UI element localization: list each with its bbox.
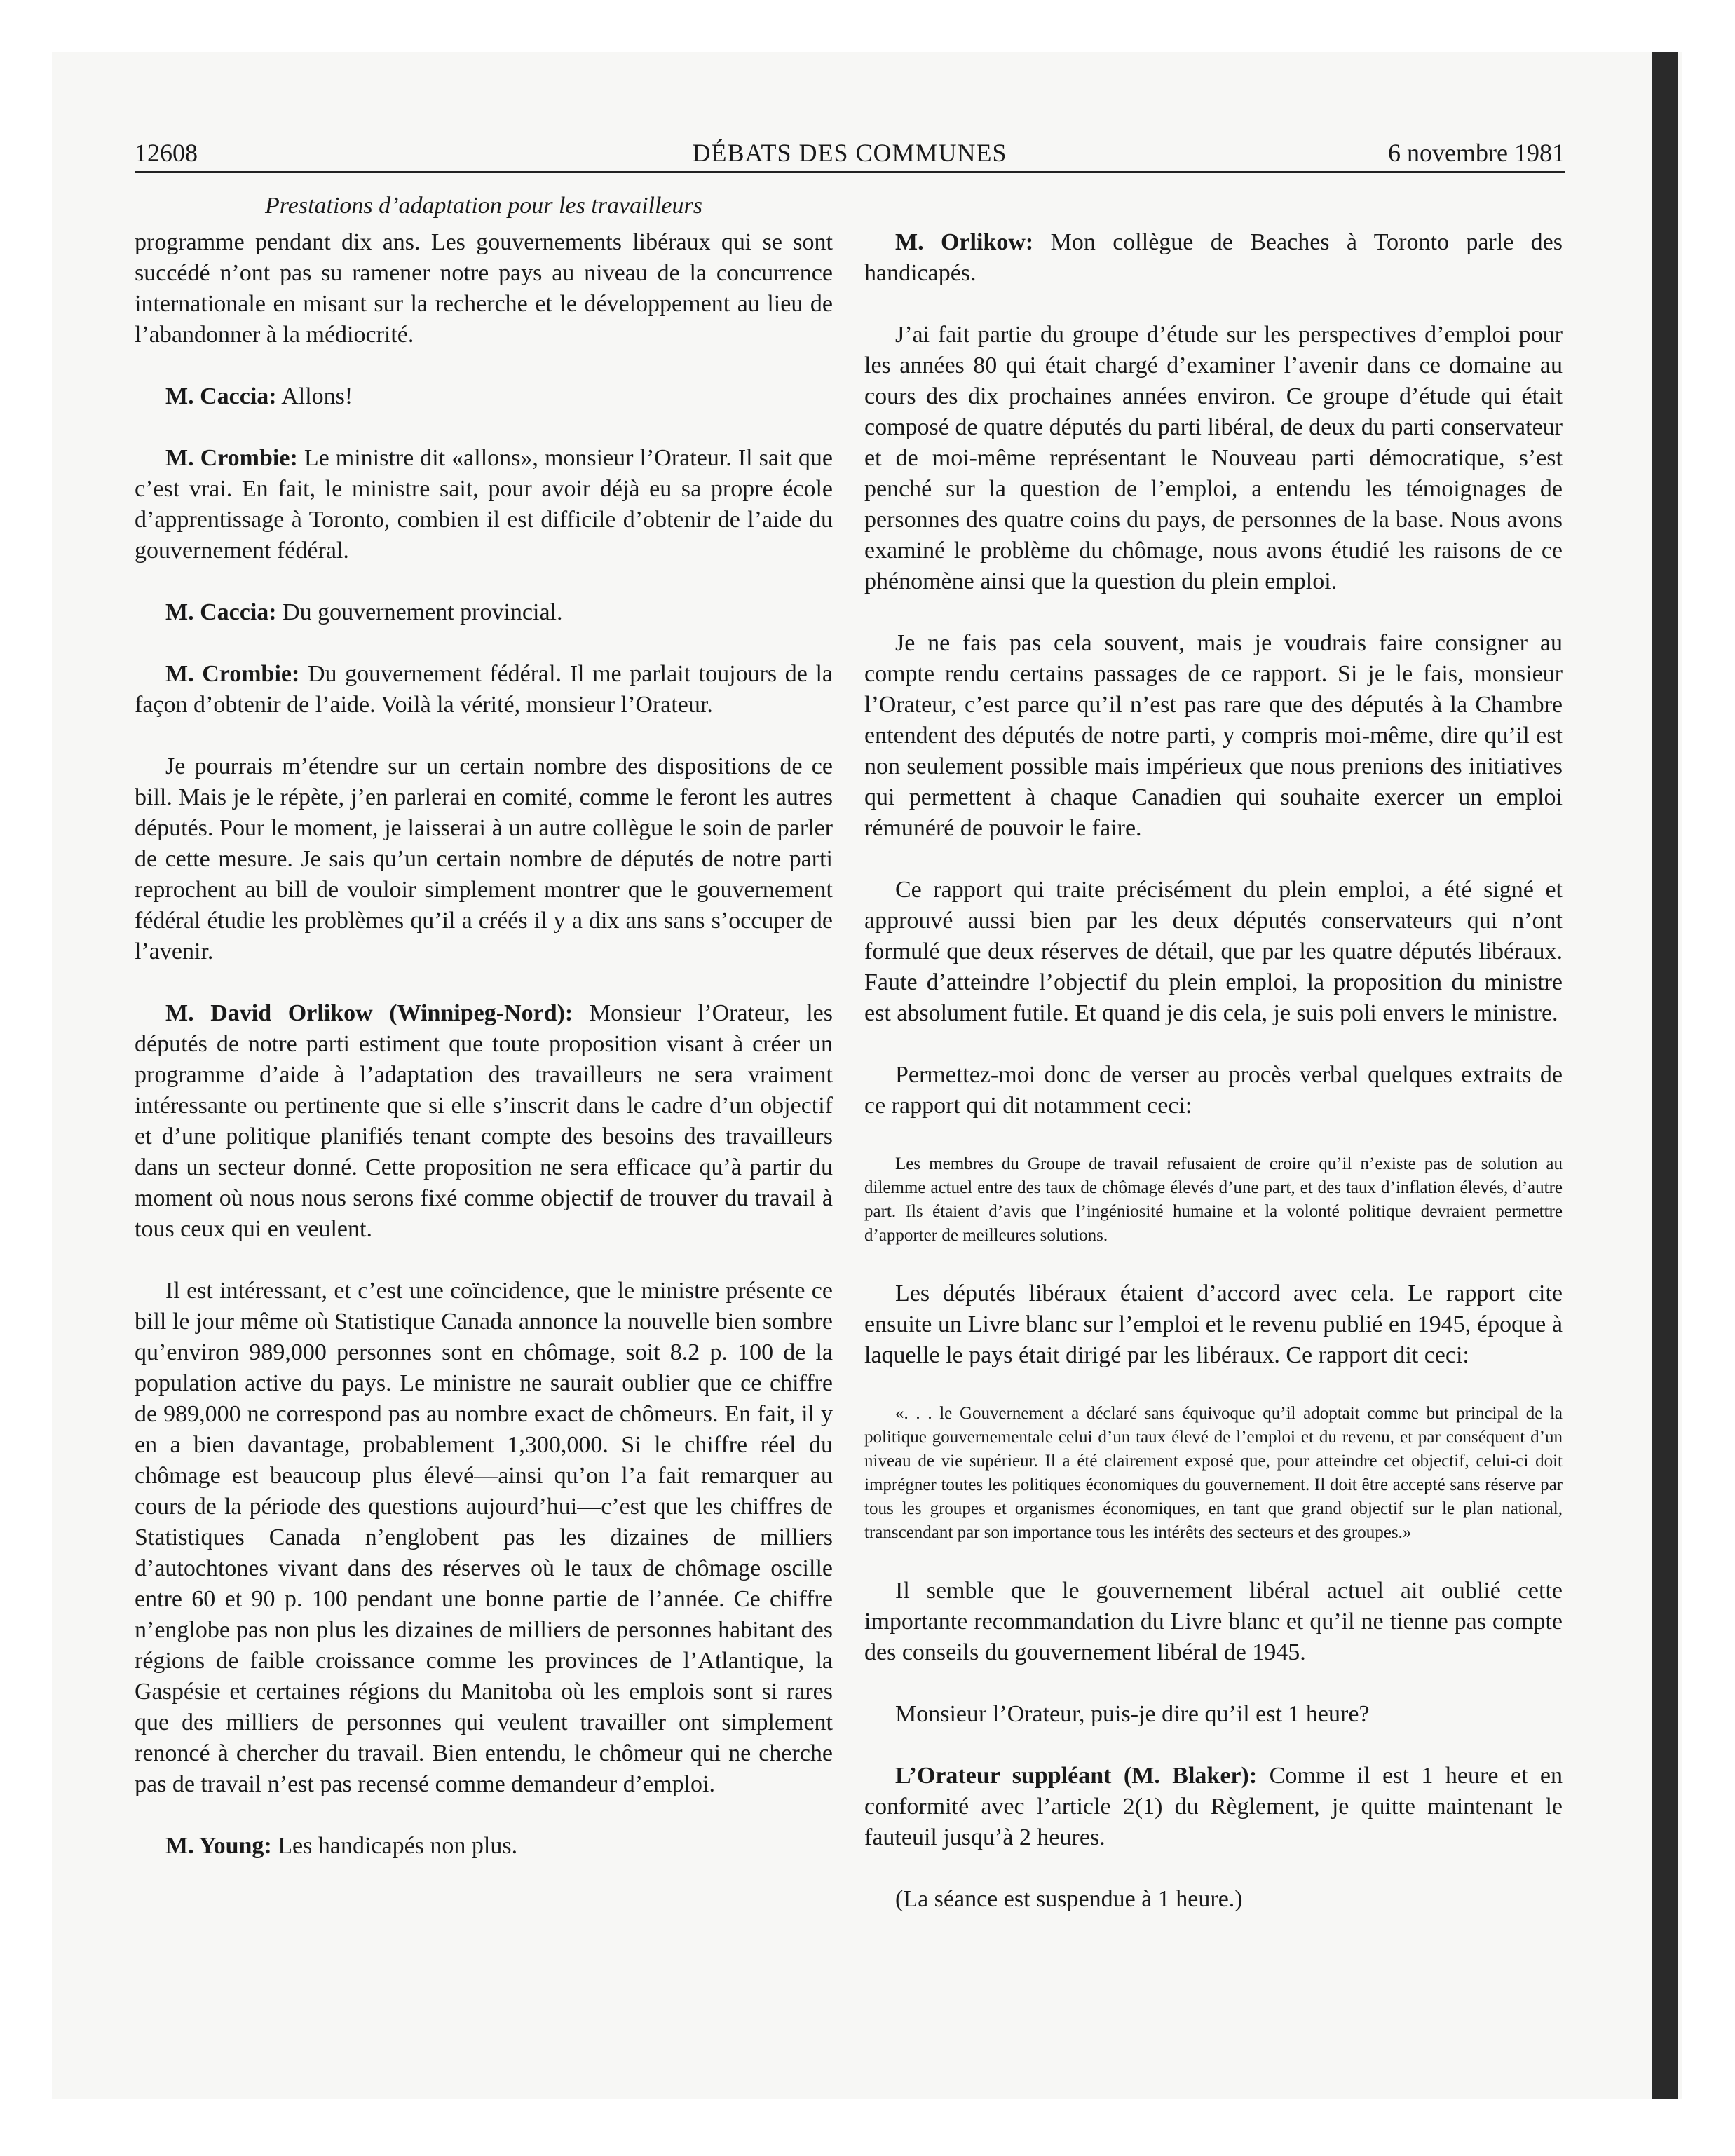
speech-paragraph xyxy=(135,1831,833,1862)
speech-paragraph xyxy=(135,381,833,412)
publication-title: DÉBATS DES COMMUNES xyxy=(692,139,1007,167)
speaker-name: M. Crombie: xyxy=(165,661,300,687)
speech-paragraph xyxy=(864,1761,1563,1853)
paragraph: Il est intéressant, et c’est une coïncidence, que le ministre présente ce bill le jour même où Statistique Canada annonce la nouvelle bien sombre qu’environ 989,000 personnes sont en chômage, soit 8.2 p. 100 de la population active du pays. Le ministre ne saurait oublier que ce chiffre de 989,000 ne correspond pas au nombre exact de chômeurs. En fait, il y en a bien davantage, probablement 1,300,000. Si le chiffre réel du chômage est beaucoup plus élevé—ainsi qu’on l’a fait remarquer au cours de la période des questions aujourd’hui—c’est que les chiffres de Statistiques Canada n’englobent pas les dizaines de milliers d’autochtones vivant dans des réserves où le taux de chômage oscille entre 60 et 90 p. 100 pendant une bonne partie de l’année. Ce chiffre n’englobe pas non plus les dizaines de milliers de personnes habitant des régions de faible croissance comme les provinces de l’Atlantique, la Gaspésie et certaines régions du Manitoba où les emplois sont si rares que des milliers de personnes qui veulent travailler ont simplement renoncé à chercher du travail. Bien entendu, le chômeur qui ne cherche pas de travail n’est pas recensé comme demandeur d’emploi. xyxy=(135,1278,833,1797)
paragraph: Je ne fais pas cela souvent, mais je voudrais faire consigner au compte rendu certains passages de ce rapport. Si je le fais, monsieur l’Orateur, c’est parce qu’il n’est pas rare que des députés à la Chambre entendent des députés de notre parti, y compris moi-même, dire qu’il est non seulement possible mais impérieux que nous prenions des initiatives qui permettent à chaque Canadien qui souhaite exercer un emploi rémunéré de pouvoir le faire. xyxy=(864,630,1563,841)
speech-text: Mon collègue de Beaches à Toronto parle des handicapés. xyxy=(864,229,1563,286)
speech-paragraph xyxy=(135,659,833,721)
page-date: 6 novembre 1981 xyxy=(1388,139,1565,167)
speaker-name: M. Young: xyxy=(165,1833,272,1859)
speech-text: Les handicapés non plus. xyxy=(271,1833,518,1859)
speech-text: Du gouvernement fédéral. Il me parlait toujours de la façon d’obtenir de l’aide. Voilà la vérité, monsieur l’Orateur. xyxy=(135,661,833,718)
paragraph: (La séance est suspendue à 1 heure.) xyxy=(895,1886,1243,1912)
scan-edge-bar xyxy=(1652,52,1678,2099)
paragraph: programme pendant dix ans. Les gouvernements libéraux qui se sont succédé n’ont pas su ramener notre pays au niveau de la concurrence internationale en misant sur la recherche et le développement au lieu de l’abandonner à la médiocrité. xyxy=(135,229,833,348)
speech-text: Comme il est 1 heure et en conformité avec l’article 2(1) du Règlement, je quitte maintenant le fauteuil jusqu’à 2 heures. xyxy=(864,1763,1563,1850)
speaker-name: M. Crombie: xyxy=(165,445,298,471)
speaker-name: M. Caccia: xyxy=(165,599,277,625)
paragraph: J’ai fait partie du groupe d’étude sur les perspectives d’emploi pour les années 80 qui était chargé d’examiner l’avenir dans ce domaine au cours des dix prochaines années environ. Ce groupe d’étude qui était composé de quatre députés du parti libéral, de deux du parti conservateur et de moi-même représentant le Nouveau parti démocratique, s’est penché sur la question de l’emploi, a entendu les témoignages de personnes des quatre coins du pays, de personnes de la base. Nous avons examiné le problème du chômage, nous avons étudié les raisons de ce phénomène ainsi que la question du plein emploi. xyxy=(864,322,1563,594)
speech-text: Monsieur l’Orateur, les députés de notre parti estiment que toute proposition visant à créer un programme d’aide à l’adaptation des travailleurs ne sera vraiment intéressante ou pertinente que si elle s’inscrit dans le cadre d’un objectif et d’une politique planifiés tenant compte des besoins des travailleurs dans un secteur donné. Cette proposition ne sera efficace qu’à partir du moment où nous nous serons fixé comme objectif de trouver du travail à tous ceux qui en veulent. xyxy=(135,1000,833,1242)
speaker-name: M. David Orlikow (Winnipeg-Nord): xyxy=(165,1000,573,1026)
speaker-name: M. Caccia: xyxy=(165,383,277,409)
paragraph: Monsieur l’Orateur, puis-je dire qu’il est 1 heure? xyxy=(895,1701,1370,1727)
running-head: Prestations d’adaptation pour les travailleurs xyxy=(265,193,702,219)
header-rule xyxy=(135,171,1565,173)
speech-paragraph xyxy=(135,443,833,566)
speaker-name: M. Orlikow: xyxy=(895,229,1034,255)
speech-paragraph xyxy=(864,227,1563,289)
page-header xyxy=(135,135,1565,171)
speaker-name: L’Orateur suppléant (M. Blaker): xyxy=(895,1763,1258,1789)
speech-text: Le ministre dit «allons», monsieur l’Orateur. Il sait que c’est vrai. En fait, le ministre sait, pour avoir déjà eu sa propre école d’apprentissage à Toronto, combien il est difficile d’obtenir de l’aide du gouvernement fédéral. xyxy=(135,445,833,564)
left-column xyxy=(135,227,833,1892)
speech-text: Du gouvernement provincial. xyxy=(276,599,563,625)
block-quote: Les membres du Groupe de travail refusaient de croire qu’il n’existe pas de solution au dilemme actuel entre des taux de chômage élevés d’une part, et des taux d’inflation élevés, d’autre part. Ils étaient d’avis que l’ingéniosité humaine et la volonté politique devraient permettre d’apporter de meilleures solutions. xyxy=(864,1154,1563,1245)
paragraph: Les députés libéraux étaient d’accord avec cela. Le rapport cite ensuite un Livre blanc sur l’emploi et le revenu publié en 1945, époque à laquelle le pays était dirigé par les libéraux. Ce rapport dit ceci: xyxy=(864,1281,1563,1368)
speech-paragraph xyxy=(135,597,833,628)
right-column xyxy=(864,227,1563,1946)
paragraph: Permettez-moi donc de verser au procès verbal quelques extraits de ce rapport qui dit notamment ceci: xyxy=(864,1062,1563,1119)
page-number: 12608 xyxy=(135,139,198,167)
block-quote: «. . . le Gouvernement a déclaré sans équivoque qu’il adoptait comme but principal de la politique gouvernementale celui d’un taux élevé de l’emploi et du revenu, et par conséquent d’un niveau de vie supérieur. Il a été clairement exposé que, pour atteindre cet objectif, celui-ci doit imprégner toutes les politiques économiques du gouvernement. Il doit être accepté sans réserve par tous les groupes et organismes économiques, en tant que grand objectif sur le plan national, transcendant par son importance tous les intérêts des secteurs et des groupes.» xyxy=(864,1404,1563,1542)
paragraph: Il semble que le gouvernement libéral actuel ait oublié cette importante recommandation du Livre blanc et qu’il ne tienne pas compte des conseils du gouvernement libéral de 1945. xyxy=(864,1578,1563,1665)
speech-text: Allons! xyxy=(276,383,353,409)
speech-paragraph xyxy=(135,998,833,1245)
paragraph: Je pourrais m’étendre sur un certain nombre des dispositions de ce bill. Mais je le répète, j’en parlerai en comité, comme le feront les autres députés. Pour le moment, je laisserai à un autre collègue le soin de parler de cette mesure. Je sais qu’un certain nombre de députés de notre parti reprochent au bill de vouloir simplement montrer que le gouvernement fédéral étudie les problèmes qu’il a créés il y a dix ans sans s’occuper de l’avenir. xyxy=(135,753,833,964)
paragraph: Ce rapport qui traite précisément du plein emploi, a été signé et approuvé aussi bien par les deux députés conservateurs qui n’ont formulé que deux réserves de détail, que par les quatre députés libéraux. Faute d’atteindre l’objectif du plein emploi, la proposition du ministre est absolument futile. Et quand je dis cela, je suis poli envers le ministre. xyxy=(864,877,1563,1026)
